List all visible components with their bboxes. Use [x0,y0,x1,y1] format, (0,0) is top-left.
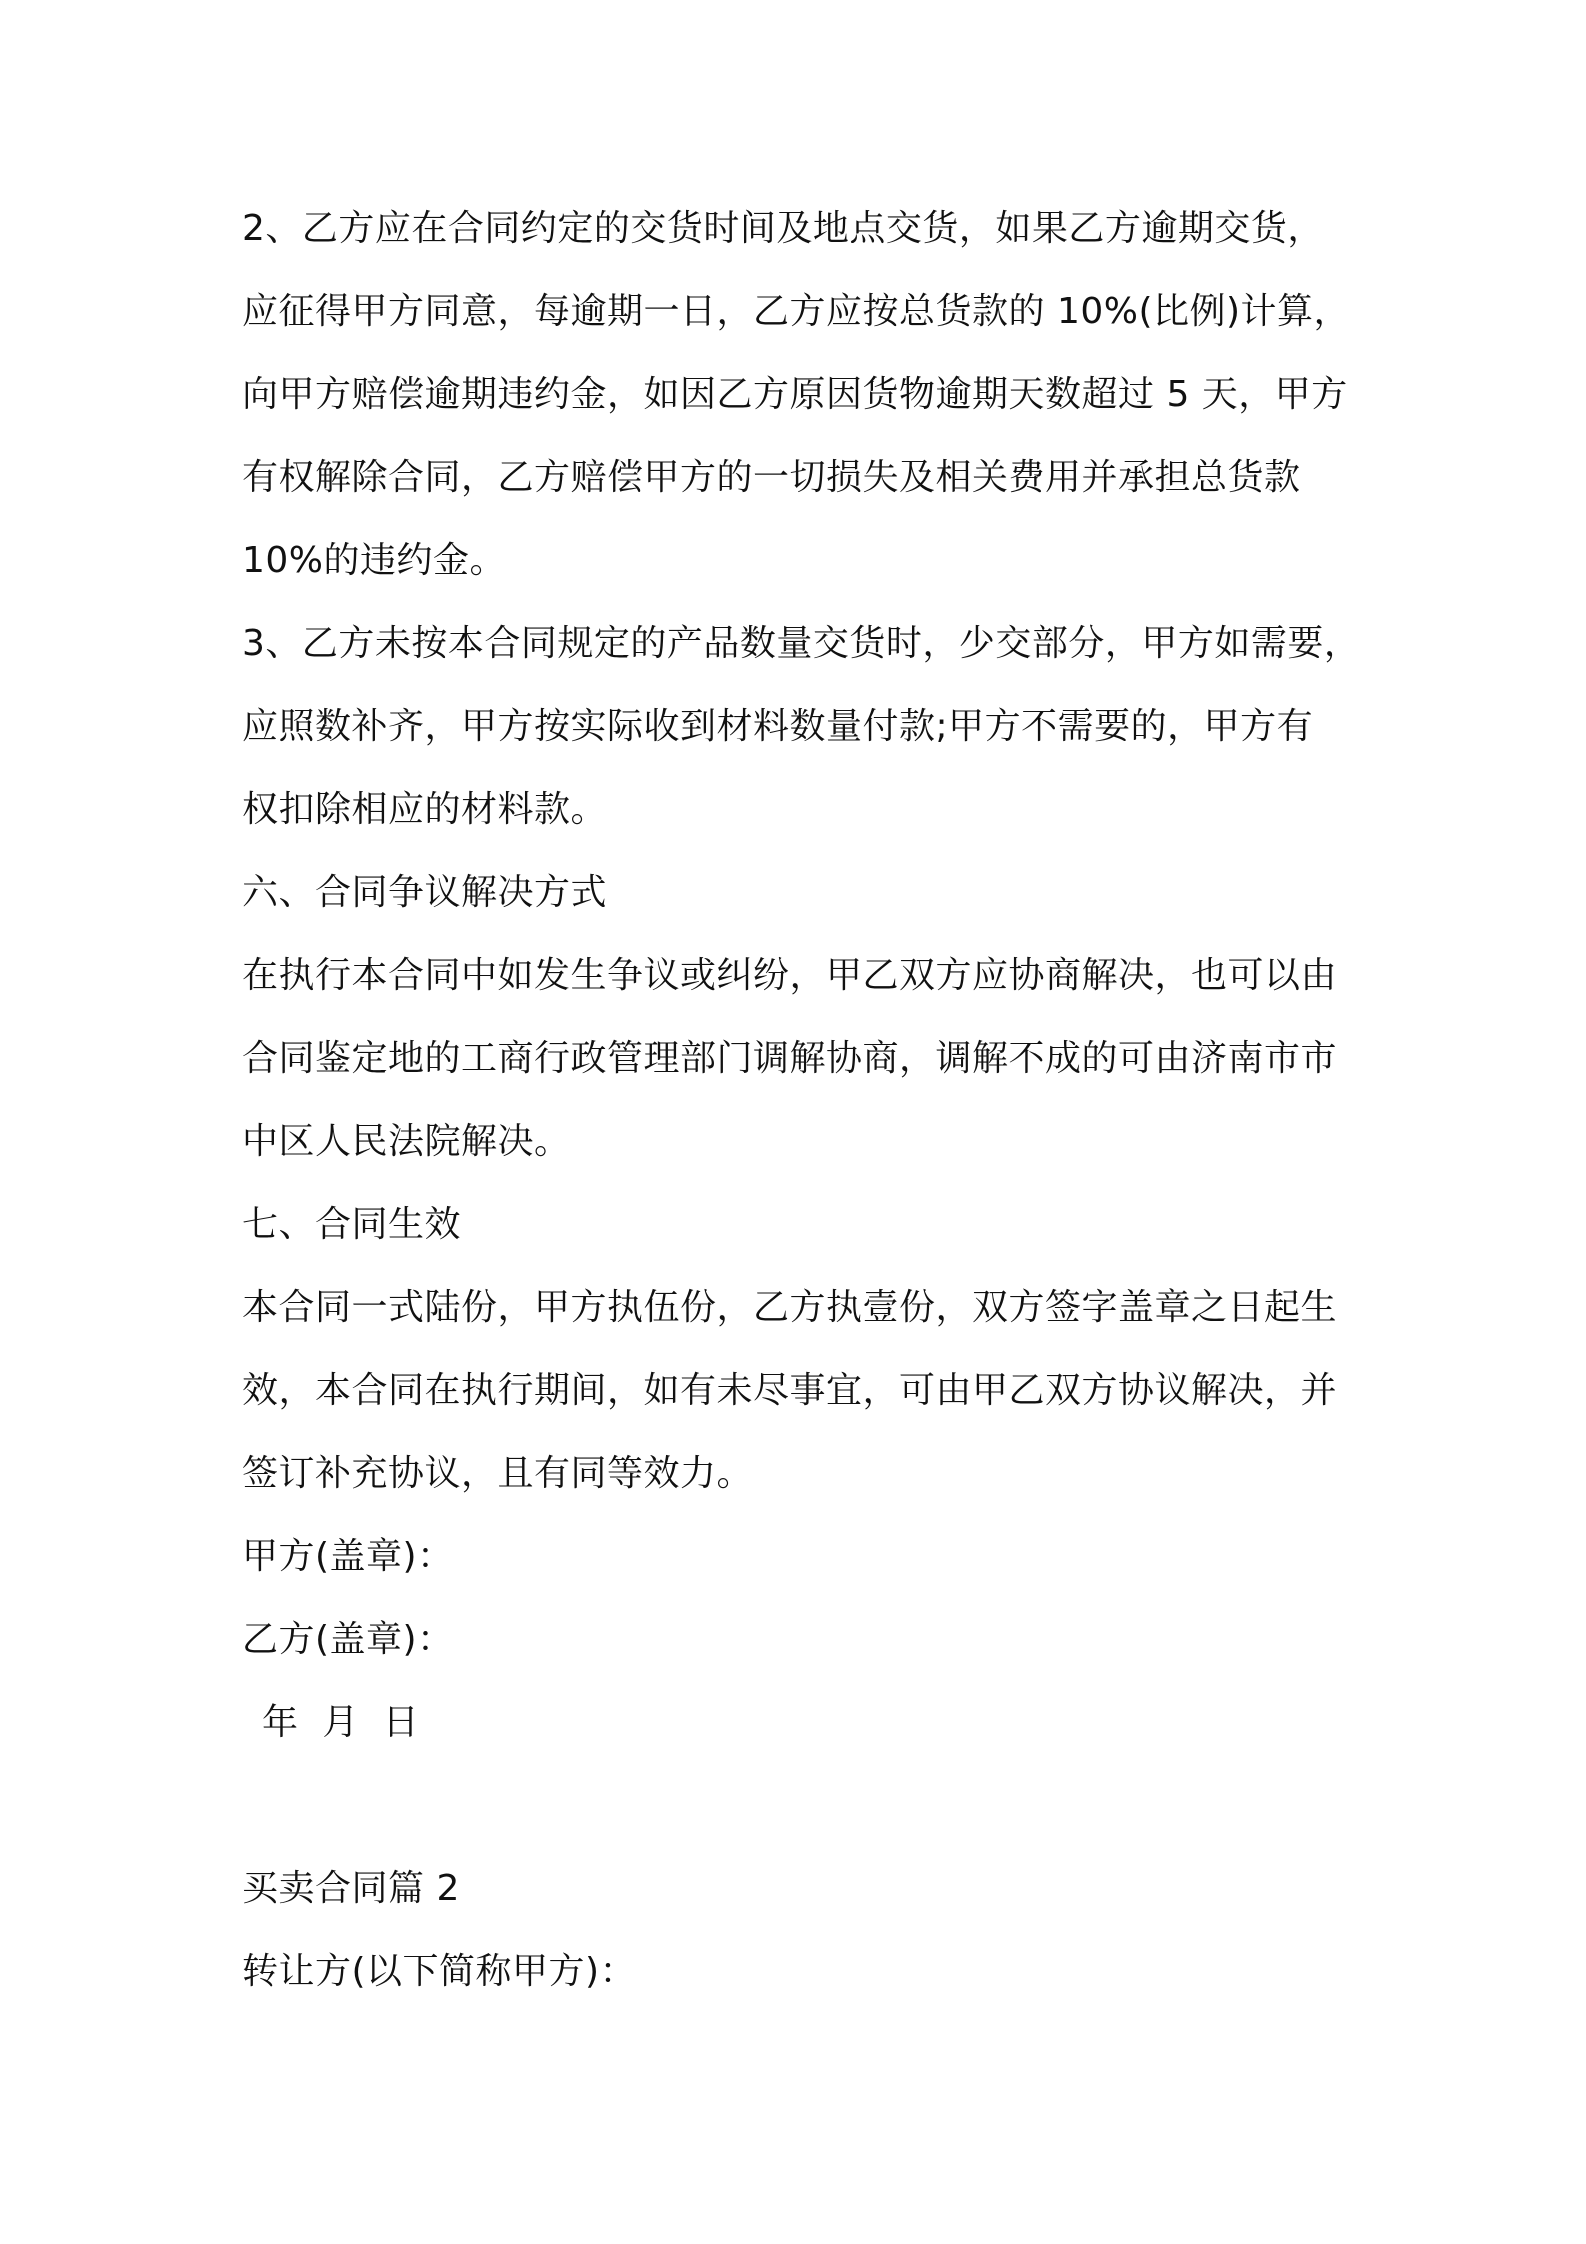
section-6-line-3: 中区人民法院解决。 [242,1121,571,1162]
clause-3-line-2: 应照数补齐，甲方按实际收到材料数量付款;甲方不需要的，甲方有 [242,706,1314,747]
clause-3-line-1: 3、乙方未按本合同规定的产品数量交货时，少交部分，甲方如需要， [242,623,1361,664]
section-7-line-1: 本合同一式陆份，甲方执伍份，乙方执壹份，双方签字盖章之日起生 [242,1287,1338,1328]
section-7-line-2: 效，本合同在执行期间，如有未尽事宜，可由甲乙双方协议解决，并 [242,1370,1338,1411]
clause-2-line-3: 向甲方赔偿逾期违约金，如因乙方原因货物逾期天数超过 5 天，甲方 [242,374,1348,415]
contract-2-heading: 买卖合同篇 2 [242,1868,460,1909]
party-b-seal-label: 乙方(盖章)： [242,1619,454,1660]
section-6-heading: 六、合同争议解决方式 [242,872,608,913]
clause-2-line-2: 应征得甲方同意，每逾期一日，乙方应按总货款的 10%(比例)计算， [242,291,1351,332]
date-line: 年 月 日 [262,1702,420,1743]
clause-2-line-1: 2、乙方应在合同约定的交货时间及地点交货，如果乙方逾期交货， [242,208,1324,249]
party-a-seal-label: 甲方(盖章)： [242,1536,454,1577]
section-7-heading: 七、合同生效 [242,1204,462,1245]
clause-2-line-5: 10%的违约金。 [242,540,507,581]
transferor-label: 转让方(以下简称甲方)： [242,1951,637,1992]
section-7-line-3: 签订补充协议，且有同等效力。 [242,1453,754,1494]
section-6-line-1: 在执行本合同中如发生争议或纠纷，甲乙双方应协商解决，也可以由 [242,955,1338,996]
clause-2-line-4: 有权解除合同，乙方赔偿甲方的一切损失及相关费用并承担总货款 [242,457,1301,498]
section-6-line-2: 合同鉴定地的工商行政管理部门调解协商，调解不成的可由济南市市 [242,1038,1338,1079]
clause-3-line-3: 权扣除相应的材料款。 [242,789,608,830]
